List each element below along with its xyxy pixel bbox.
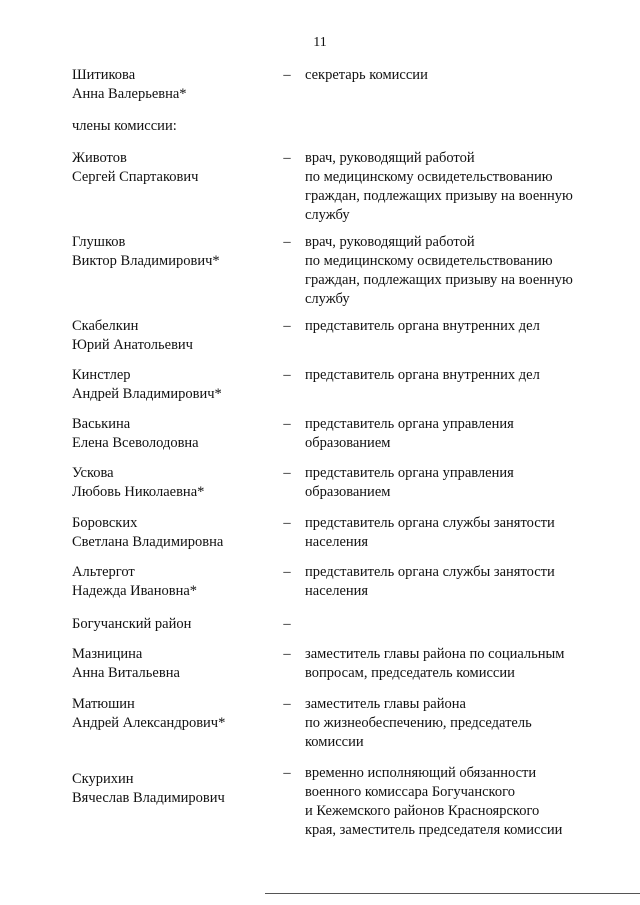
member-given-name: Виктор Владимирович*: [72, 253, 220, 269]
dash-separator: –: [283, 234, 291, 250]
dash-separator: –: [283, 416, 291, 432]
dash-separator: –: [283, 465, 291, 481]
member-surname: Васькина: [72, 416, 131, 432]
dash-separator: –: [283, 616, 291, 632]
member-given-name: Анна Витальевна: [72, 665, 180, 681]
dash-separator: –: [283, 765, 291, 781]
member-given-name: Анна Валерьевна*: [72, 86, 187, 102]
member-role: представитель органа службы занятости населения: [305, 515, 555, 550]
member-name: [72, 415, 272, 453]
member-surname: Боровских: [72, 515, 138, 531]
member-surname: Кинстлер: [72, 367, 131, 383]
member-surname: Животов: [72, 150, 127, 166]
member-name: [72, 770, 272, 808]
member-surname: Альтергот: [72, 564, 135, 580]
district-name: Богучанский район: [72, 616, 192, 632]
member-name: [72, 695, 272, 733]
member-role: представитель органа внутренних дел: [305, 318, 540, 334]
member-name: [72, 317, 272, 355]
member-surname: Матюшин: [72, 696, 135, 712]
member-surname: Ускова: [72, 465, 114, 481]
member-name: [72, 645, 272, 683]
dash-separator: –: [283, 696, 291, 712]
dash-separator: –: [283, 318, 291, 334]
member-role: представитель органа управления образованием: [305, 465, 514, 500]
member-name: [72, 366, 272, 404]
dash-separator: –: [283, 367, 291, 383]
member-name: [72, 149, 272, 187]
member-role: заместитель главы района по жизнеобеспечению, председатель комиссии: [305, 696, 532, 750]
footer-divider: [265, 893, 640, 894]
dash-separator: –: [283, 515, 291, 531]
member-role: представитель органа службы занятости населения: [305, 564, 555, 599]
member-role: врач, руководящий работой по медицинскому освидетельствованию граждан, подлежащих призыву на военную службу: [305, 234, 573, 307]
member-role: представитель органа внутренних дел: [305, 367, 540, 383]
members-heading: члены комиссии:: [72, 118, 177, 134]
member-role: врач, руководящий работой по медицинскому освидетельствованию граждан, подлежащих призыву на военную службу: [305, 150, 573, 223]
member-name: [72, 233, 272, 271]
dash-separator: –: [283, 564, 291, 580]
page-number: 11: [313, 35, 327, 50]
member-given-name: Светлана Владимировна: [72, 534, 224, 550]
member-surname: Скабелкин: [72, 318, 139, 334]
member-given-name: Любовь Николаевна*: [72, 484, 205, 500]
member-role: заместитель главы района по социальным вопросам, председатель комиссии: [305, 646, 565, 681]
member-role: секретарь комиссии: [305, 67, 428, 83]
member-given-name: Андрей Владимирович*: [72, 386, 222, 402]
dash-separator: –: [283, 646, 291, 662]
member-role: временно исполняющий обязанности военного комиссара Богучанского и Кежемского районов Красноярского края, заместитель председателя комиссии: [305, 765, 563, 838]
member-surname: Скурихин: [72, 771, 134, 787]
member-given-name: Юрий Анатольевич: [72, 337, 193, 353]
member-surname: Шитикова: [72, 67, 136, 83]
member-surname: Мазницина: [72, 646, 143, 662]
member-given-name: Вячеслав Владимирович: [72, 790, 225, 806]
member-name: [72, 563, 272, 601]
member-given-name: Сергей Спартакович: [72, 169, 199, 185]
member-given-name: Андрей Александрович*: [72, 715, 226, 731]
member-name: [72, 66, 272, 104]
member-name: [72, 514, 272, 552]
dash-separator: –: [283, 150, 291, 166]
member-role: представитель органа управления образованием: [305, 416, 514, 451]
member-name: [72, 464, 272, 502]
member-surname: Глушков: [72, 234, 126, 250]
member-given-name: Надежда Ивановна*: [72, 583, 198, 599]
dash-separator: –: [283, 67, 291, 83]
member-given-name: Елена Всеволодовна: [72, 435, 199, 451]
